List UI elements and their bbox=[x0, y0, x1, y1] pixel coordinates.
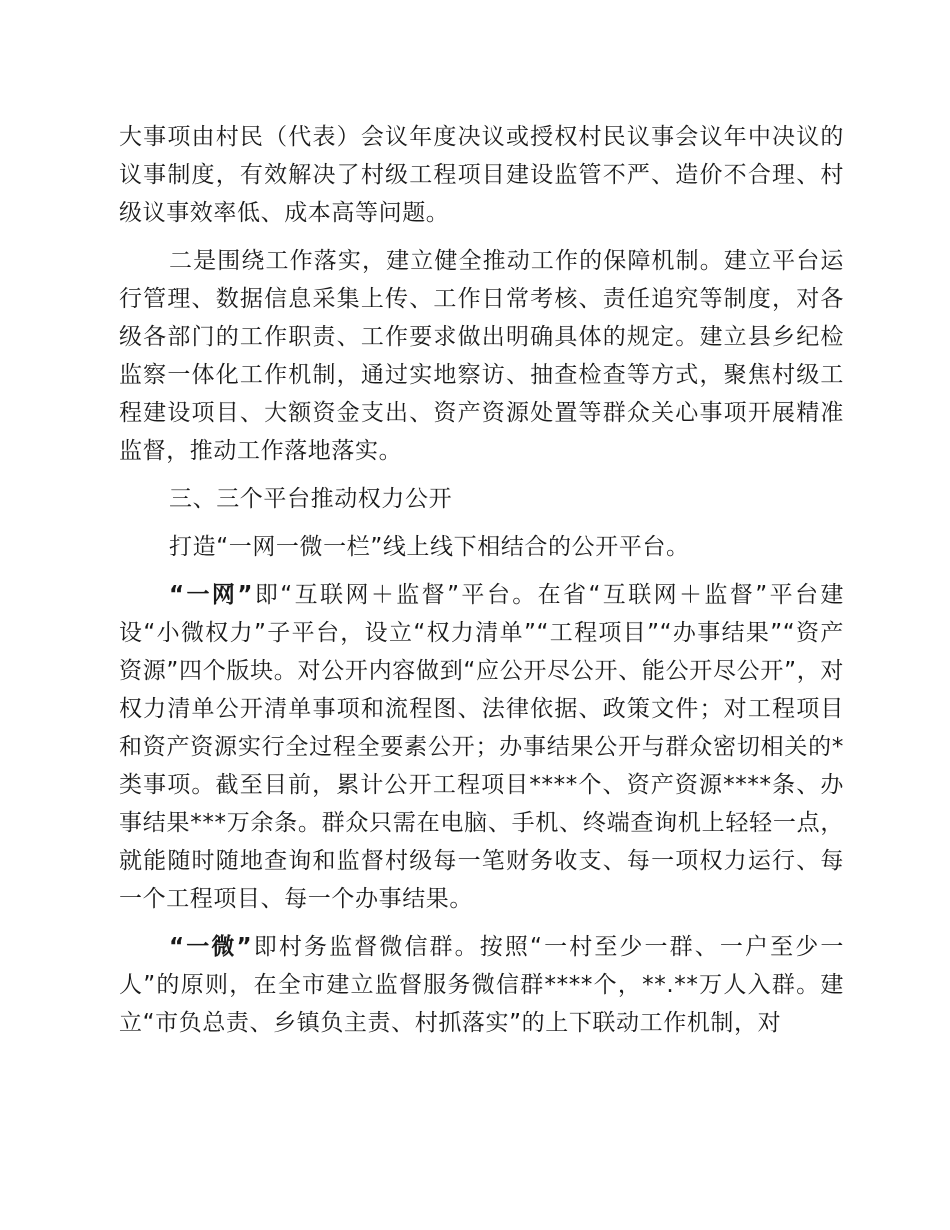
heading-text: 三、三个平台推动权力公开 bbox=[169, 486, 453, 512]
paragraph-one-wechat bbox=[119, 928, 844, 1042]
lead-term: “一网” bbox=[169, 582, 254, 608]
document-body bbox=[119, 118, 844, 1052]
paragraph-one-network bbox=[119, 576, 844, 918]
lead-term: “一微” bbox=[169, 934, 253, 960]
paragraph-text: 大事项由村民（代表）会议年度决议或授权村民议事会议年中决议的议事制度，有效解决了村级工程项目建设监管不严、造价不合理、村级议事效率低、成本高等问题。 bbox=[119, 124, 844, 226]
section-heading bbox=[119, 480, 844, 518]
paragraph-text: 打造“一网一微一栏”线上线下相结合的公开平台。 bbox=[169, 534, 690, 560]
paragraph-text: 即“互联网＋监督”平台。在省“互联网＋监督”平台建设“小微权力”子平台，设立“权力清单”“工程项目”“办事结果”“资产资源”四个版块。对公开内容做到“应公开尽公开、能公开尽公开”，对权力清单公开清单事项和流程图、法律依据、政策文件；对工程项目和资产资源实行全过程全要素公开；办事结果公开与群众密切相关的*类事项。截至目前，累计公开工程项目****个、资产资源****条、办事结果***万余条。群众只需在电脑、手机、终端查询机上轻轻一点，就能随时随地查询和监督村级每一笔财务收支、每一项权力运行、每一个工程项目、每一个办事结果。 bbox=[119, 582, 844, 912]
paragraph-text: 即村务监督微信群。按照“一村至少一群、一户至少一人”的原则，在全市建立监督服务微信群****个，**.**万人入群。建立“市负总责、乡镇负主责、村抓落实”的上下联动工作机制，对 bbox=[119, 934, 844, 1036]
paragraph-platform-intro bbox=[119, 528, 844, 566]
paragraph-continuation bbox=[119, 118, 844, 232]
paragraph-safeguard-mechanism bbox=[119, 242, 844, 470]
paragraph-text: 二是围绕工作落实，建立健全推动工作的保障机制。建立平台运行管理、数据信息采集上传、工作日常考核、责任追究等制度，对各级各部门的工作职责、工作要求做出明确具体的规定。建立县乡纪检监察一体化工作机制，通过实地察访、抽查检查等方式，聚焦村级工程建设项目、大额资金支出、资产资源处置等群众关心事项开展精准监督，推动工作落地落实。 bbox=[119, 248, 844, 464]
